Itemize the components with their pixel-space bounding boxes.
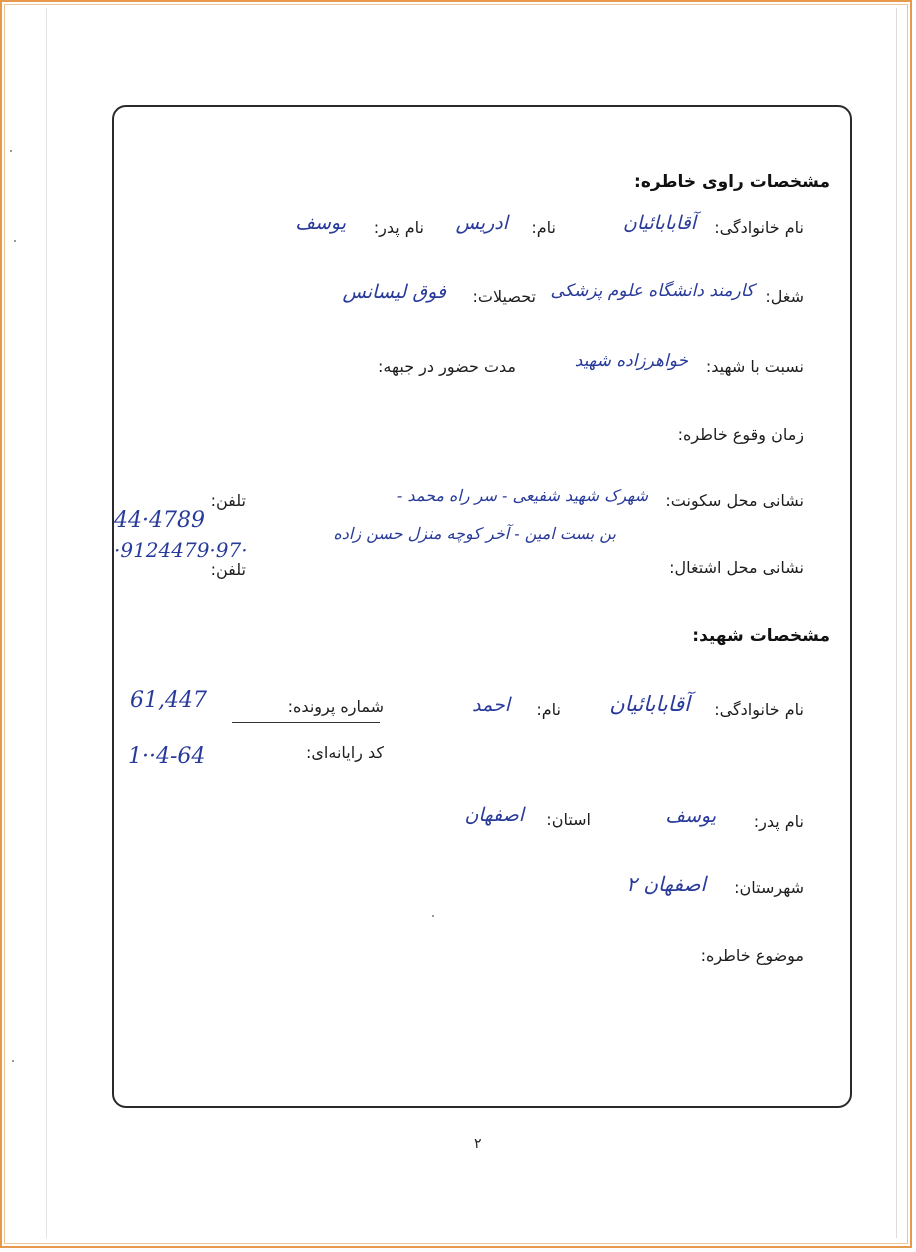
narrator-name-label: نام:	[531, 218, 556, 237]
narrator-name-value: ادریس	[455, 212, 508, 234]
martyr-file-underline	[232, 722, 380, 723]
martyr-heading: مشخصات شهید:	[692, 626, 830, 646]
martyr-family-value: آقابابائیان	[609, 692, 690, 716]
narrator-residence-line2: بن بست امین - آخر کوچه منزل حسن زاده	[333, 524, 616, 543]
narrator-work-phone-label: تلفن:	[210, 560, 246, 579]
martyr-name-label: نام:	[536, 700, 561, 719]
narrator-duration-label: مدت حضور در جبهه:	[378, 357, 516, 376]
narrator-work-label: نشانی محل اشتغال:	[669, 558, 804, 577]
narrator-family-label: نام خانوادگی:	[714, 218, 804, 237]
narrator-family-value: آقابابائیان	[622, 212, 696, 234]
narrator-job-value: کارمند دانشگاه علوم پزشکی	[550, 281, 754, 301]
narrator-phone-value-2: ·9124479·97·	[114, 538, 248, 562]
martyr-father-label: نام پدر:	[753, 812, 804, 831]
martyr-city-label: شهرستان:	[734, 878, 804, 897]
narrator-residence-label: نشانی محل سکونت:	[665, 491, 804, 510]
scan-speck	[10, 150, 12, 152]
scan-speck	[14, 240, 16, 242]
narrator-phone-label: تلفن:	[210, 491, 246, 510]
martyr-code-value: 1··4-64	[128, 744, 206, 769]
martyr-name-value: احمد	[472, 694, 510, 716]
page-number: ۲	[474, 1136, 482, 1152]
scan-speck	[12, 1060, 14, 1062]
narrator-relation-label: نسبت با شهید:	[705, 357, 804, 376]
narrator-residence-line1: شهرک شهید شفیعی - سر راه محمد -	[396, 486, 648, 505]
narrator-education-value: فوق لیسانس	[342, 281, 446, 303]
narrator-time-label: زمان وقوع خاطره:	[677, 425, 804, 444]
narrator-heading: مشخصات راوی خاطره:	[634, 172, 830, 192]
narrator-job-label: شغل:	[765, 287, 804, 306]
narrator-relation-value: خواهرزاده شهید	[574, 351, 688, 371]
narrator-phone-value-1: 44·4789	[114, 508, 205, 533]
martyr-subject-label: موضوع خاطره:	[700, 946, 804, 965]
martyr-city-value: اصفهان ۲	[626, 872, 706, 896]
narrator-father-value: یوسف	[295, 212, 346, 234]
martyr-father-value: یوسف	[665, 805, 716, 827]
narrator-education-label: تحصیلات:	[472, 287, 536, 306]
sheet-edge-right	[896, 8, 897, 1238]
sheet-edge-left	[46, 8, 47, 1238]
narrator-father-label: نام پدر:	[373, 218, 424, 237]
martyr-family-label: نام خانوادگی:	[714, 700, 804, 719]
martyr-file-label: شماره پرونده:	[287, 697, 384, 716]
martyr-province-value: اصفهان	[464, 804, 524, 826]
martyr-code-label: کد رایانه‌ای:	[306, 743, 384, 762]
martyr-province-label: استان:	[546, 810, 591, 829]
martyr-file-value: 61,447	[130, 688, 207, 713]
